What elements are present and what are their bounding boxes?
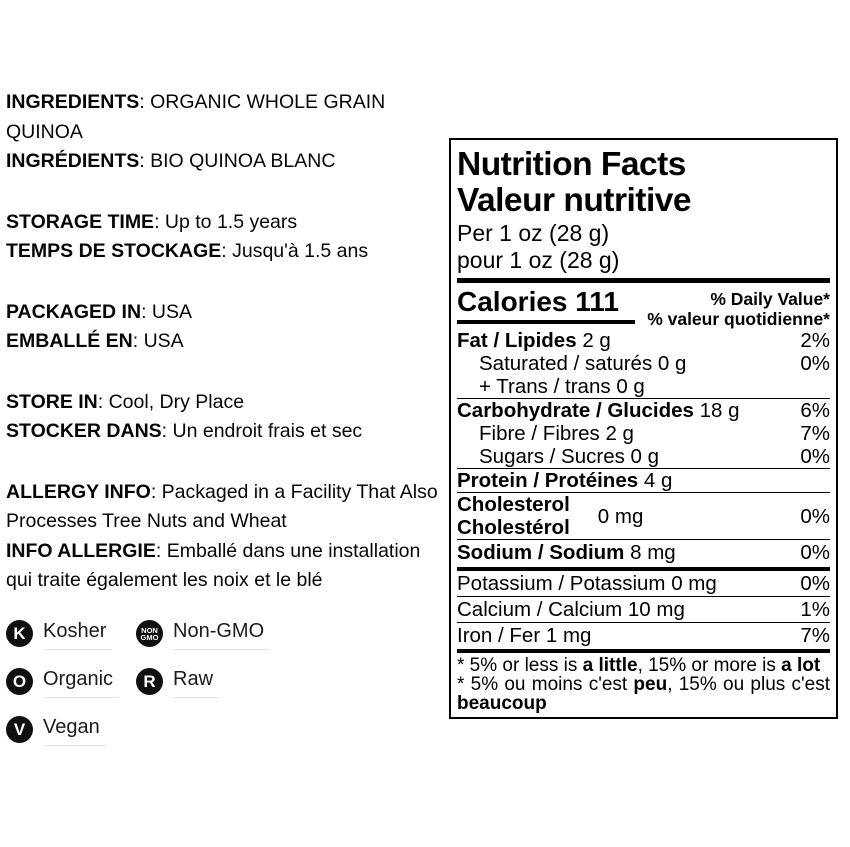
iron-amount: 1 mg	[545, 624, 592, 647]
footnote-en-part: , 15% or more is	[637, 655, 782, 676]
allergy-info-fr-value: : Emballé dans une installation qui traite également les noix et le blé	[6, 539, 421, 591]
footnote-fr	[457, 675, 830, 713]
ingredients-label: INGREDIENTS	[6, 91, 140, 113]
allergy-info-fr-label: INFO ALLERGIE	[6, 539, 156, 562]
storage-time-fr-value: : Jusqu'à 1.5 ans	[221, 240, 369, 262]
badge-non-gmo	[136, 618, 356, 650]
badge-organic	[6, 666, 136, 698]
allergy-info-value: : Packaged in a Facility That Also Processes Tree Nuts and Wheat	[6, 480, 438, 532]
nutrition-facts-title-fr: Valeur nutritive	[457, 182, 692, 219]
packaged-in-fr-value: : USA	[132, 330, 184, 352]
organic-icon: O	[6, 668, 33, 695]
raw-icon: R	[136, 668, 163, 695]
fat-dv: 2%	[800, 329, 830, 352]
badge-organic-label: Organic	[43, 666, 119, 698]
nutrient-row-calcium	[457, 597, 830, 622]
iron-dv: 7%	[800, 624, 830, 647]
store-in-line	[6, 388, 449, 418]
nutrient-row-potassium	[457, 571, 830, 596]
badge-raw-label: Raw	[173, 666, 219, 698]
badge-kosher-label: Kosher	[43, 618, 112, 650]
footnote-fr-bold: peu	[633, 674, 668, 695]
daily-value-header-fr: % valeur quotidienne*	[647, 309, 830, 329]
ingredients-fr-value: : BIO QUINOA BLANC	[139, 150, 336, 172]
certification-badges	[6, 618, 449, 746]
vegan-icon: V	[6, 716, 33, 743]
packaged-in-value: : USA	[141, 300, 192, 323]
badge-kosher	[6, 618, 136, 650]
store-in-section	[6, 388, 449, 447]
store-in-fr-label: STOCKER DANS	[6, 420, 162, 442]
potassium-amount: 0 mg	[671, 572, 717, 595]
footnote-fr-bold: beaucoup	[457, 693, 547, 714]
storage-time-section	[6, 208, 449, 267]
fibre-name: Fibre / Fibres	[479, 422, 600, 445]
packaged-in-label: PACKAGED IN	[6, 300, 142, 323]
allergy-info-line	[6, 478, 449, 537]
cholesterol-amount: 0 mg	[597, 504, 644, 528]
potassium-dv: 0%	[800, 572, 830, 595]
badge-non-gmo-label: Non-GMO	[173, 618, 270, 650]
allergy-info-fr-line	[6, 537, 449, 596]
store-in-fr-value: : Un endroit frais et sec	[161, 420, 363, 442]
nutrient-row-iron	[457, 623, 830, 648]
serving-size-en: Per 1 oz (28 g)	[457, 220, 610, 246]
footnote-fr-part: * 5% ou moins c'est	[457, 674, 634, 695]
badge-vegan	[6, 714, 136, 746]
carbohydrate-dv: 6%	[800, 399, 830, 422]
divider-thick	[457, 278, 830, 283]
storage-time-fr-label: TEMPS DE STOCKAGE	[6, 240, 222, 262]
nutrient-row-cholesterol	[457, 493, 830, 539]
ingredients-fr-label: INGRÉDIENTS	[6, 150, 140, 172]
footnote-en-bold: a little	[582, 655, 638, 676]
sodium-dv: 0%	[800, 541, 830, 564]
calcium-dv: 1%	[800, 598, 830, 621]
storage-time-label: STORAGE TIME	[6, 210, 155, 233]
daily-value-header-en: % Daily Value*	[710, 289, 830, 309]
footnote-en-part: * 5% or less is	[457, 655, 583, 676]
nutrient-row-fat	[457, 329, 830, 352]
nutrient-row-sugars	[457, 445, 830, 468]
saturated-dv: 0%	[800, 352, 830, 375]
protein-name: Protein / Protéines	[457, 469, 639, 492]
nutrient-row-protein	[457, 469, 830, 492]
divider-thick	[457, 649, 830, 653]
calcium-name: Calcium / Calcium	[457, 598, 623, 621]
nutrition-facts-title-en: Nutrition Facts	[457, 146, 686, 183]
carbohydrate-amount: 18 g	[699, 399, 740, 422]
fibre-dv: 7%	[800, 422, 830, 445]
calories-value: Calories 111	[457, 287, 635, 324]
nutrient-row-trans	[457, 375, 830, 398]
nutrition-facts-panel	[449, 138, 838, 719]
sodium-name: Sodium / Sodium	[457, 541, 625, 564]
packaged-in-line	[6, 298, 449, 328]
packaged-in-fr-line	[6, 327, 449, 357]
footnote-en	[457, 656, 830, 675]
fibre-amount: 2 g	[605, 422, 634, 445]
saturated-amount: 0 g	[657, 352, 687, 375]
carbohydrate-name: Carbohydrate / Glucides	[457, 399, 694, 422]
storage-time-fr-line	[6, 237, 449, 267]
cholesterol-dv: 0%	[800, 504, 830, 528]
sugars-amount: 0 g	[630, 445, 660, 468]
ingredients-value: : ORGANIC WHOLE GRAIN QUINOA	[6, 91, 386, 143]
store-in-fr-line	[6, 417, 449, 447]
allergy-info-section	[6, 478, 449, 596]
kosher-icon: K	[6, 620, 33, 647]
trans-amount: 0 g	[616, 375, 645, 398]
potassium-name: Potassium / Potassium	[457, 572, 666, 595]
daily-value-footnote	[457, 656, 830, 713]
allergy-info-label: ALLERGY INFO	[6, 480, 151, 503]
nutrient-row-carbohydrate	[457, 399, 830, 422]
nutrient-row-fibre	[457, 422, 830, 445]
cholesterol-name	[457, 493, 570, 539]
sugars-name: Sugars / Sucres	[479, 445, 625, 468]
store-in-value: : Cool, Dry Place	[97, 390, 245, 413]
serving-size-fr: pour 1 oz (28 g)	[457, 247, 620, 273]
sodium-amount: 8 mg	[630, 541, 676, 564]
packaged-in-fr-label: EMBALLÉ EN	[6, 330, 133, 352]
badge-raw	[136, 666, 356, 698]
nutrient-row-saturated	[457, 352, 830, 375]
ingredients-fr-line	[6, 147, 449, 177]
badge-vegan-label: Vegan	[43, 714, 106, 746]
packaged-in-section	[6, 298, 449, 357]
saturated-name: Saturated / saturés	[479, 352, 653, 375]
footnote-fr-part: , 15% ou plus c'est	[667, 674, 830, 695]
iron-name: Iron / Fer	[457, 624, 541, 647]
footnote-en-bold: a lot	[781, 655, 821, 676]
fat-amount: 2 g	[582, 329, 611, 352]
daily-value-header	[647, 289, 830, 329]
product-info-panel	[6, 88, 449, 746]
calories-row	[457, 287, 830, 329]
non-gmo-icon: NON GMO	[136, 620, 163, 647]
cholesterol-name-en: Cholesterol	[457, 493, 570, 516]
storage-time-value: : Up to 1.5 years	[154, 210, 298, 233]
protein-amount: 4 g	[643, 469, 673, 492]
calcium-amount: 10 mg	[627, 598, 685, 621]
storage-time-line	[6, 208, 449, 238]
nutrient-row-sodium	[457, 540, 830, 565]
trans-name: + Trans / trans	[479, 375, 611, 398]
fat-name: Fat / Lipides	[457, 329, 577, 352]
cholesterol-name-fr: Cholestérol	[457, 516, 570, 539]
sugars-dv: 0%	[800, 445, 830, 468]
ingredients-line	[6, 88, 449, 147]
store-in-label: STORE IN	[6, 390, 98, 413]
ingredients-section	[6, 88, 449, 177]
